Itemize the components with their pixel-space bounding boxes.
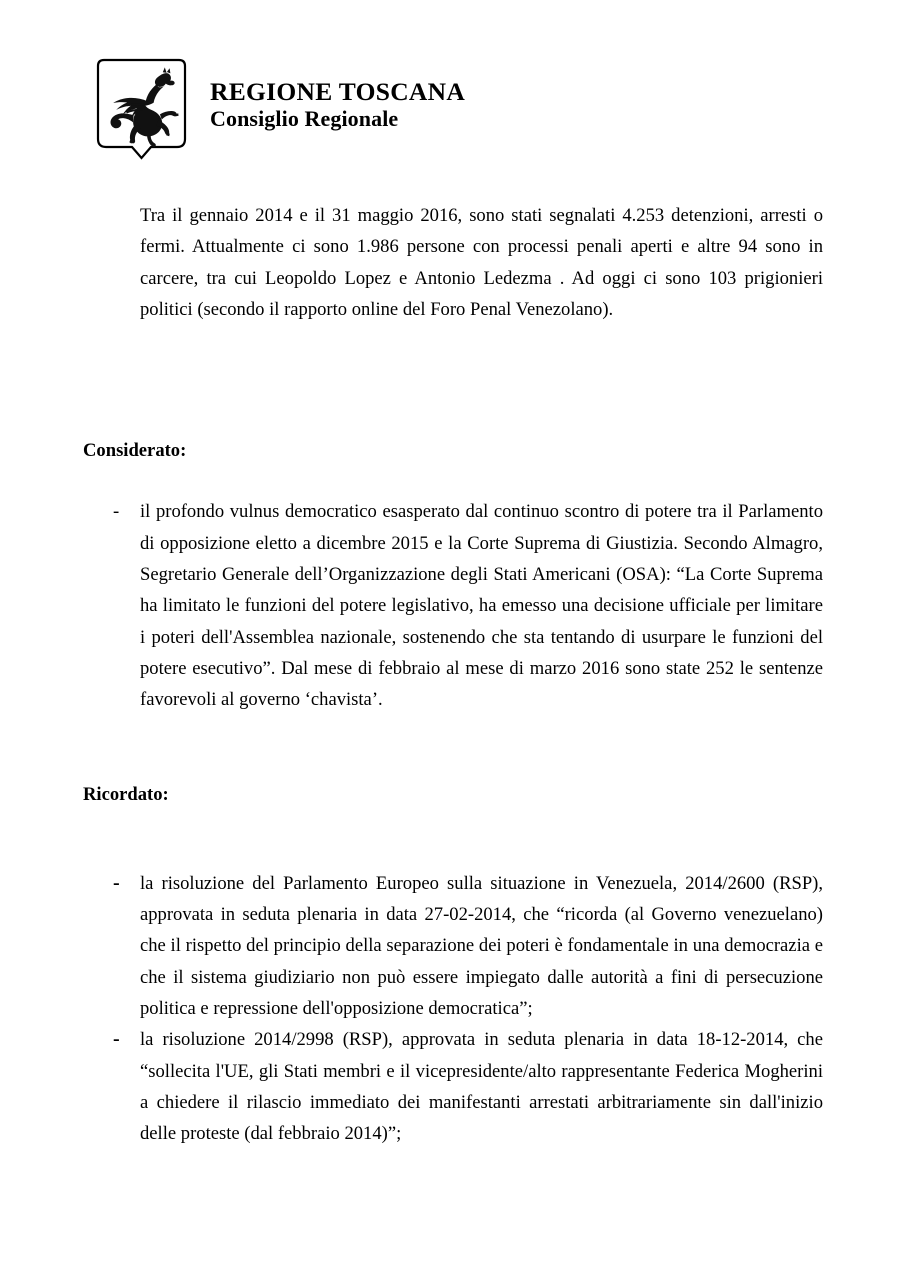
intro-paragraph: Tra il gennaio 2014 e il 31 maggio 2016, sono stati segnalati 4.253 detenzioni, arresti o fermi. Attualmente ci sono 1.986 persone con processi penali aperti e altre 94 sono in carcere, tra cui Leopoldo Lopez e Antonio Ledezma . Ad oggi ci sono 103 prigionieri politici (secondo il rapporto online del Foro Penal Venezolano). — [140, 205, 823, 320]
list-item-text: la risoluzione 2014/2998 (RSP), approvata in seduta plenaria in data 18-12-2014, che “sollecita l'UE, gli Stati membri e il vicepresidente/alto rappresentante Federica Mogherini a chiedere il rilascio immediato dei manifestanti arrestati arbitrariamente sin dall'inizio delle proteste (dal febbraio 2014)”; — [140, 1029, 823, 1145]
ricordato-list — [83, 868, 823, 1150]
pegasus-shield-icon — [95, 57, 188, 163]
spacer — [83, 325, 823, 435]
list-item — [83, 1024, 823, 1149]
list-item-text: il profondo vulnus democratico esasperato dal continuo scontro di potere tra il Parlamento di opposizione eletto a dicembre 2015 e la Corte Suprema di Giustizia. Secondo Almagro, Segretario Generale dell’Organizzazione degli Stati Americani (OSA): “La Corte Suprema ha limitato le funzioni del potere legislativo, ha emesso una decisione ufficiale per limitare i poteri dell'Assemblea nazionale, sostenendo che sta tentando di usurpare le funzioni del potere esecutivo”. Dal mese di febbraio al mese di marzo 2016 sono state 252 le sentenze favorevoli al governo ‘chavista’. — [140, 501, 823, 711]
section-heading-considerato: Considerato: — [83, 440, 187, 462]
letterhead — [95, 57, 465, 163]
list-item-text: la risoluzione del Parlamento Europeo sulla situazione in Venezuela, 2014/2600 (RSP), approvata in seduta plenaria in data 27-02-2014, che “ricorda (al Governo venezuelano) che il rispetto del principio della separazione dei poteri è fondamentale in una democrazia e che il sistema giudiziario non può essere impiegato dalle autorità a fini di persecuzione politica e repressione dell'opposizione democratica”; — [140, 872, 823, 1020]
organization-name: REGIONE TOSCANA — [210, 77, 466, 106]
bullet-marker-icon: - — [113, 1028, 120, 1051]
bullet-marker-icon: - — [113, 871, 120, 894]
wordmark — [210, 57, 465, 130]
spacer — [83, 466, 823, 496]
bullet-marker-icon: - — [113, 501, 120, 523]
spacer — [83, 716, 823, 779]
section-heading-ricordato: Ricordato: — [83, 783, 169, 805]
list-item — [83, 868, 823, 1024]
document-body — [83, 200, 823, 1150]
considerato-list — [83, 496, 823, 715]
list-item — [83, 496, 823, 715]
spacer — [83, 810, 823, 868]
organization-subtitle: Consiglio Regionale — [210, 105, 399, 131]
